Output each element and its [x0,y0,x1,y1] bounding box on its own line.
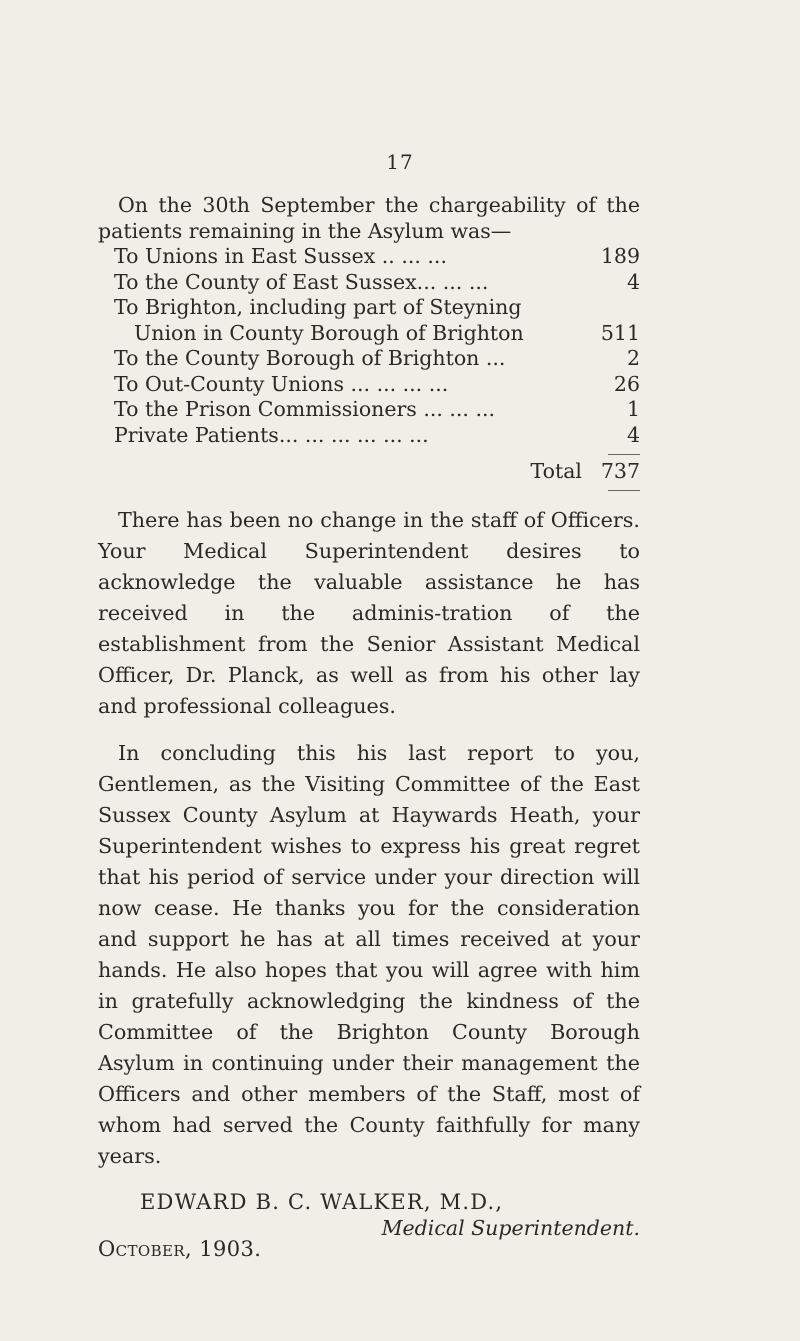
row-label [114,295,596,346]
row-value: 4 [626,269,640,294]
total-rule-top [608,454,640,455]
row-label-line2: Union in County Borough of Brighton [134,320,524,345]
table-row [98,244,640,270]
table-row [98,270,640,296]
row-label: To Out-County Unions ... ... ... ... [114,371,449,396]
intro-text: On the 30th September the chargeability of the patients remaining in the Asylum was— [98,193,640,243]
report-date: October, 1903. [98,1237,262,1261]
row-value: 26 [613,371,640,396]
signature-name: EDWARD B. C. WALKER, M.D., [140,1190,504,1214]
table-row [98,346,640,372]
paragraph-staff: There has been no change in the staff of Officers. Your Medical Superintendent desires to acknowledge the valuable assistance he has received in the adminis-tration of the establishment from the Senior Assistant Medical Officer, Dr. Planck, as well as from his other lay and professional colleagues. [98,508,640,718]
paragraph-concluding: In concluding this his last report to you, Gentlemen, as the Visiting Committee of the East Sussex County Asylum at Haywards Heath, your Superintendent wishes to express his great regret that his period of service under your direction will now cease. He thanks you for the consideration and support he has at all times received at your hands. He also hopes that you will agree with him in gratefully acknowledging the kindness of the Committee of the Brighton County Borough Asylum in continuing under their management the Officers and other members of the Staff, most of whom had served the County faithfully for many years. [98,741,640,1168]
document-body [98,193,640,1263]
table-row [98,295,640,346]
row-label: To Unions in East Sussex .. ... ... [114,244,447,268]
page-number: 17 [386,150,414,174]
total-row [98,457,640,484]
table-row [98,423,640,449]
total-rule-bottom [608,490,640,491]
row-label: To the County Borough of Brighton ... [114,346,506,370]
table-row [98,372,640,398]
row-label: To the County of East Sussex... ... ... [114,269,489,294]
total-value: 737 [600,458,640,483]
row-value: 2 [626,346,640,370]
row-label-line1: To Brighton, including part of Steyning [114,295,522,319]
row-value: 511 [600,320,640,345]
total-label: Total [530,458,582,483]
signature-title: Medical Superintendent. [381,1215,640,1240]
row-label: Private Patients... ... ... ... ... ... [114,422,429,447]
row-label: To the Prison Commissioners ... ... ... [114,397,496,421]
row-value: 189 [600,244,640,268]
row-value: 4 [626,422,640,447]
chargeability-table [98,244,640,491]
table-row [98,397,640,423]
row-value: 1 [626,397,640,421]
